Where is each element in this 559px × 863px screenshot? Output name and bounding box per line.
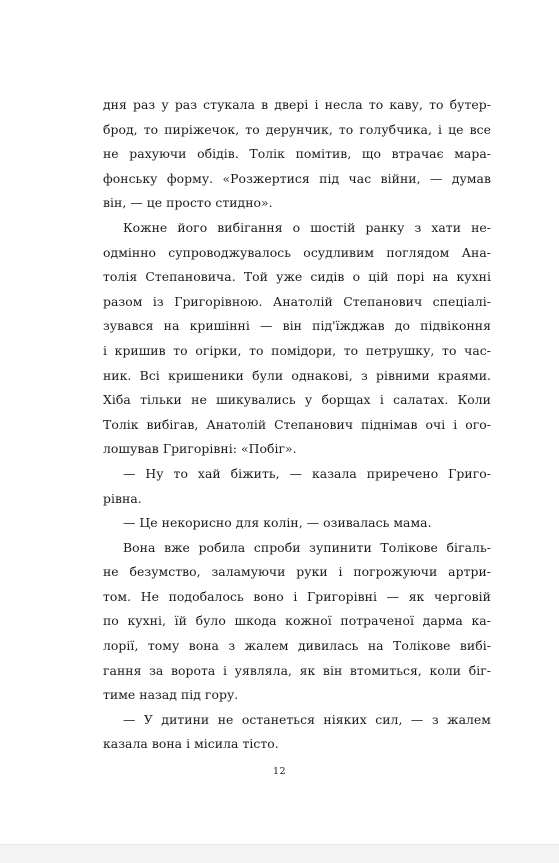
text-line: зувався на кришінні — він під'їжджав до підвіконня (103, 318, 491, 334)
text-line: фонську форму. «Розжертися під час війни, — думав (103, 170, 491, 186)
text-line: ник. Всі кришеники були однакові, з рівними краями. (103, 367, 491, 383)
text-line: одмінно супроводжувалось осудливим поглядом Ана- (103, 244, 491, 260)
page-bottom-edge (0, 844, 559, 863)
text-line: Кожне його вибігання о шостій ранку з хати не- (123, 219, 491, 235)
text-line: дня раз у раз стукала в двері і несла то каву, то бутер- (103, 97, 491, 112)
text-line: він, — це просто стидно». (103, 195, 273, 211)
text-line: по кухні, їй було шкода кожної потраченої дарма ка- (103, 613, 491, 629)
text-line: Хіба тільки не шикувались у борщах і салатах. Коли (103, 392, 491, 408)
text-line: не безумство, заламуючи руки і погрожуючи артри- (103, 564, 491, 580)
text-line: гання за ворота і уявляла, як він втомиться, коли біг- (103, 662, 491, 678)
text-line: рівна. (103, 490, 142, 506)
text-line: толія Степановича. Той уже сидів о цій порі на кухні (103, 269, 491, 285)
page-number: 12 (272, 766, 287, 777)
text-line: не рахуючи обідів. Толік помітив, що втрачає мара- (103, 146, 491, 162)
body-text (103, 93, 491, 757)
text-line: — Це некорисно для колін, — озивалась мама. (123, 515, 432, 531)
text-line: лорії, тому вона з жалем дивилась на Толікове вибі- (103, 638, 491, 654)
text-line: — Ну то хай біжить, — казала приречено Григо- (123, 465, 491, 481)
text-line: казала вона і місила тісто. (103, 736, 279, 752)
text-line: Вона вже робила спроби зупинити Толікове бігаль- (123, 539, 491, 555)
text-line: лошував Григорівні: «Побіг». (103, 441, 297, 457)
text-line: тиме назад під гору. (103, 687, 239, 703)
text-line: разом із Григорівною. Анатолій Степанович спеціалі- (103, 293, 491, 309)
text-line: — У дитини не останеться ніяких сил, — з жалем (123, 711, 491, 727)
text-line: том. Не подобалось воно і Григорівні — як черговій (103, 588, 491, 604)
text-line: і кришив то огірки, то помідори, то петрушку, то час- (103, 342, 491, 358)
text-line: Толік вибігав, Анатолій Степанович піднімав очі і ого- (103, 416, 491, 432)
text-line: брод, то пиріжечок, то дерунчик, то голубчика, і це все (103, 121, 491, 137)
